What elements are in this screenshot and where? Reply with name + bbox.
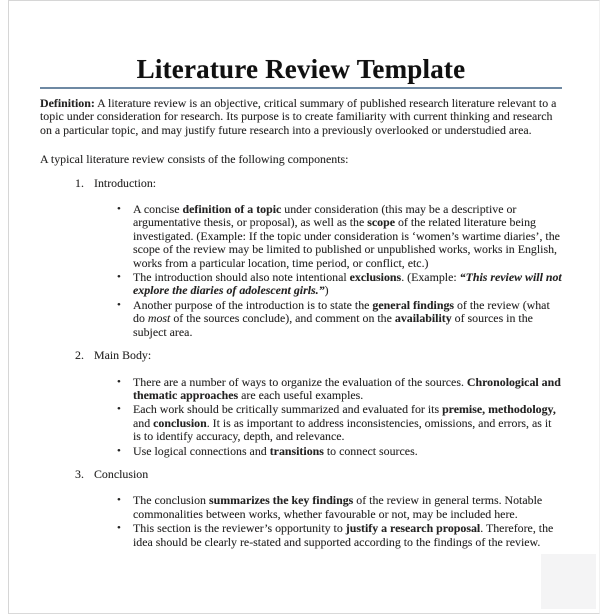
text-run: A concise <box>133 202 183 217</box>
bullet-text <box>133 299 562 339</box>
bullet-marker-icon: • <box>117 203 121 216</box>
bullet-item <box>117 445 562 458</box>
text-run: of the related literature being investigated. (Example: If the topic under consideration is ‘women’s wartime diaries’, the scope of the review may be limited to published or unpublished works, works in English, works from a particular location, time period, or conflict, etc.) <box>133 215 560 270</box>
text-run: of sources in the subject area. <box>133 311 533 339</box>
bullet-text <box>133 403 562 443</box>
section-number: 3. <box>75 466 84 481</box>
bullet-item <box>117 271 562 298</box>
bullet-item <box>117 376 562 403</box>
text-run: Chronological and thematic approaches <box>133 374 561 402</box>
bullet-text <box>133 376 562 403</box>
text-run: . (Example: <box>401 270 460 285</box>
bullet-item <box>117 203 562 270</box>
bullet-marker-icon: • <box>117 298 121 311</box>
section-heading <box>75 349 562 362</box>
bullet-text <box>133 445 562 458</box>
text-run: ) <box>324 283 329 298</box>
text-run: transitions <box>269 443 324 458</box>
text-run: most <box>147 311 171 326</box>
bullet-marker-icon: • <box>117 444 121 457</box>
bullet-list <box>40 376 562 458</box>
text-run: of the review (what do <box>133 297 550 326</box>
text-run: The conclusion <box>133 493 209 508</box>
bullet-marker-icon: • <box>117 522 121 535</box>
text-run: This section is the reviewer’s opportunity to <box>133 521 346 536</box>
text-run: A literature review is an objective, critical summary of published research literature relevant to a topic under consideration for research. Its purpose is to create familiarity with current thinking and research on a particular topic, and may justify future research into a previously overlooked or understudied area. <box>40 96 557 137</box>
text-run: . It is as important to address inconsistencies, omissions, and errors, as it is to identify accuracy, depth, and relevance. <box>133 415 552 444</box>
bullet-list <box>40 203 562 339</box>
corner-shade <box>541 554 596 609</box>
bullet-text <box>133 494 562 521</box>
text-run: “This review will not explore the diaries of adolescent girls.” <box>133 270 562 298</box>
title-rule <box>40 87 562 89</box>
text-run: conclusion <box>153 415 207 430</box>
text-run: Each work should be critically summarized and evaluated for its <box>133 402 443 417</box>
text-run: scope <box>367 215 395 230</box>
bullet-marker-icon: • <box>117 494 121 507</box>
text-run: to connect sources. <box>323 443 418 458</box>
text-run: are each useful examples. <box>238 387 364 402</box>
section-heading <box>75 468 562 481</box>
bullet-item <box>117 494 562 521</box>
bullet-marker-icon: • <box>117 271 121 284</box>
bullet-text <box>133 271 562 298</box>
text-run: Another purpose of the introduction is to state the <box>133 297 373 312</box>
text-run: of the review in general terms. Notable commonalities between works, whether favourable or not, may be included here. <box>133 493 543 521</box>
section-heading <box>75 177 562 190</box>
text-run: The introduction should also note intentional <box>133 270 350 285</box>
bullet-marker-icon: • <box>117 375 121 388</box>
page-title: Literature Review Template <box>136 54 466 84</box>
text-run: . Therefore, the idea should be clearly re-stated and supported according to the findings of the review. <box>133 521 554 549</box>
section-title: Conclusion <box>94 466 149 481</box>
text-run: Definition: <box>40 96 95 110</box>
bullet-text <box>133 203 562 270</box>
bullet-marker-icon: • <box>117 403 121 416</box>
text-run: under consideration (this may be a descriptive or argumentative thesis, or proposal), as well as the <box>133 202 517 230</box>
sections-list <box>40 177 562 549</box>
text-run: availability <box>394 311 452 326</box>
bullet-item <box>117 299 562 339</box>
section-number: 1. <box>75 175 84 190</box>
text-run: There are a number of ways to organize the evaluation of the sources. <box>133 374 467 389</box>
section-title: Introduction: <box>94 175 157 190</box>
definition-paragraph <box>40 97 562 137</box>
text-run: justify a research proposal <box>345 521 481 536</box>
text-run: definition of a topic <box>182 202 282 217</box>
text-run: and <box>133 415 154 430</box>
bullet-item <box>117 403 562 443</box>
intro-line: A typical literature review consists of the following components: <box>40 152 349 167</box>
section-title: Main Body: <box>94 348 152 363</box>
text-run: Use logical connections and <box>133 443 270 458</box>
section-number: 2. <box>75 348 84 363</box>
text-run: summarizes the key findings <box>208 493 354 508</box>
bullet-text <box>133 522 562 549</box>
text-run: exclusions <box>349 270 402 285</box>
bullet-item <box>117 522 562 549</box>
bullet-list <box>40 494 562 549</box>
text-run: of the sources conclude), and comment on the <box>170 311 395 326</box>
text-run: general findings <box>372 297 455 312</box>
text-run: premise, methodology, <box>442 402 556 417</box>
